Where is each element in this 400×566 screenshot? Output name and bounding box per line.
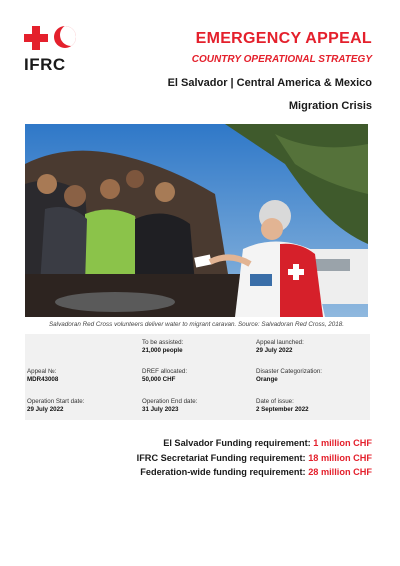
red-crescent-icon: [54, 26, 76, 48]
logo-text: IFRC: [24, 55, 66, 74]
operation-start-label: Operation Start date:: [27, 398, 85, 405]
appeal-launched: [256, 339, 304, 356]
funding-line-federation-wide: [137, 465, 372, 480]
appeal-info-panel: [25, 334, 370, 420]
funding-label: El Salvador Funding requirement:: [163, 438, 311, 448]
to-be-assisted-label: To be assisted:: [142, 339, 184, 346]
appeal-location: El Salvador | Central America & Mexico: [167, 77, 372, 89]
to-be-assisted: [142, 339, 183, 356]
operation-end-label: Operation End date:: [142, 398, 198, 405]
appeal-subtitle: COUNTRY OPERATIONAL STRATEGY: [191, 54, 372, 65]
date-of-issue: [256, 398, 309, 415]
red-cross-crescent-emblem: [24, 26, 84, 52]
operation-end-value: 31 July 2023: [142, 406, 179, 414]
cover-photo: [25, 124, 368, 317]
funding-requirements: [137, 436, 372, 480]
date-of-issue-label: Date of issue:: [256, 398, 294, 405]
to-be-assisted-value: 21,000 people: [142, 347, 183, 355]
red-cross-icon: [24, 26, 48, 50]
disaster-categorization-label: Disaster Categorization:: [256, 368, 323, 375]
disaster-categorization-value: Orange: [256, 376, 278, 384]
appeal-number-label: Appeal №:: [27, 368, 57, 375]
disaster-categorization: [256, 368, 322, 385]
ifrc-logo: [24, 26, 84, 76]
funding-label: Federation-wide funding requirement:: [140, 467, 306, 477]
operation-end-date: [142, 398, 197, 415]
funding-line-el-salvador: [137, 436, 372, 451]
funding-amount: 18 million CHF: [308, 452, 372, 463]
appeal-title: EMERGENCY APPEAL: [195, 30, 372, 47]
funding-label: IFRC Secretariat Funding requirement:: [136, 452, 306, 463]
appeal-crisis: Migration Crisis: [288, 100, 372, 112]
appeal-launched-value: 29 July 2022: [256, 347, 293, 355]
funding-line-ifrc-secretariat: [137, 451, 372, 466]
appeal-number-value: MDR43008: [27, 376, 59, 384]
photo-caption: Salvadoran Red Cross volunteers deliver water to migrant caravan. Source: Salvadoran Red Cross, 2018.: [48, 321, 345, 328]
dref-allocated-label: DREF allocated:: [142, 368, 188, 375]
date-of-issue-value: 2 September 2022: [256, 406, 309, 414]
funding-amount: 1 million CHF: [313, 438, 372, 448]
funding-amount: 28 million CHF: [308, 467, 372, 477]
appeal-number: [27, 368, 58, 385]
dref-allocated: [142, 368, 187, 385]
appeal-launched-label: Appeal launched:: [256, 339, 304, 346]
dref-allocated-value: 50,000 CHF: [142, 376, 176, 384]
operation-start-date: [27, 398, 84, 415]
operation-start-value: 29 July 2022: [27, 406, 64, 414]
